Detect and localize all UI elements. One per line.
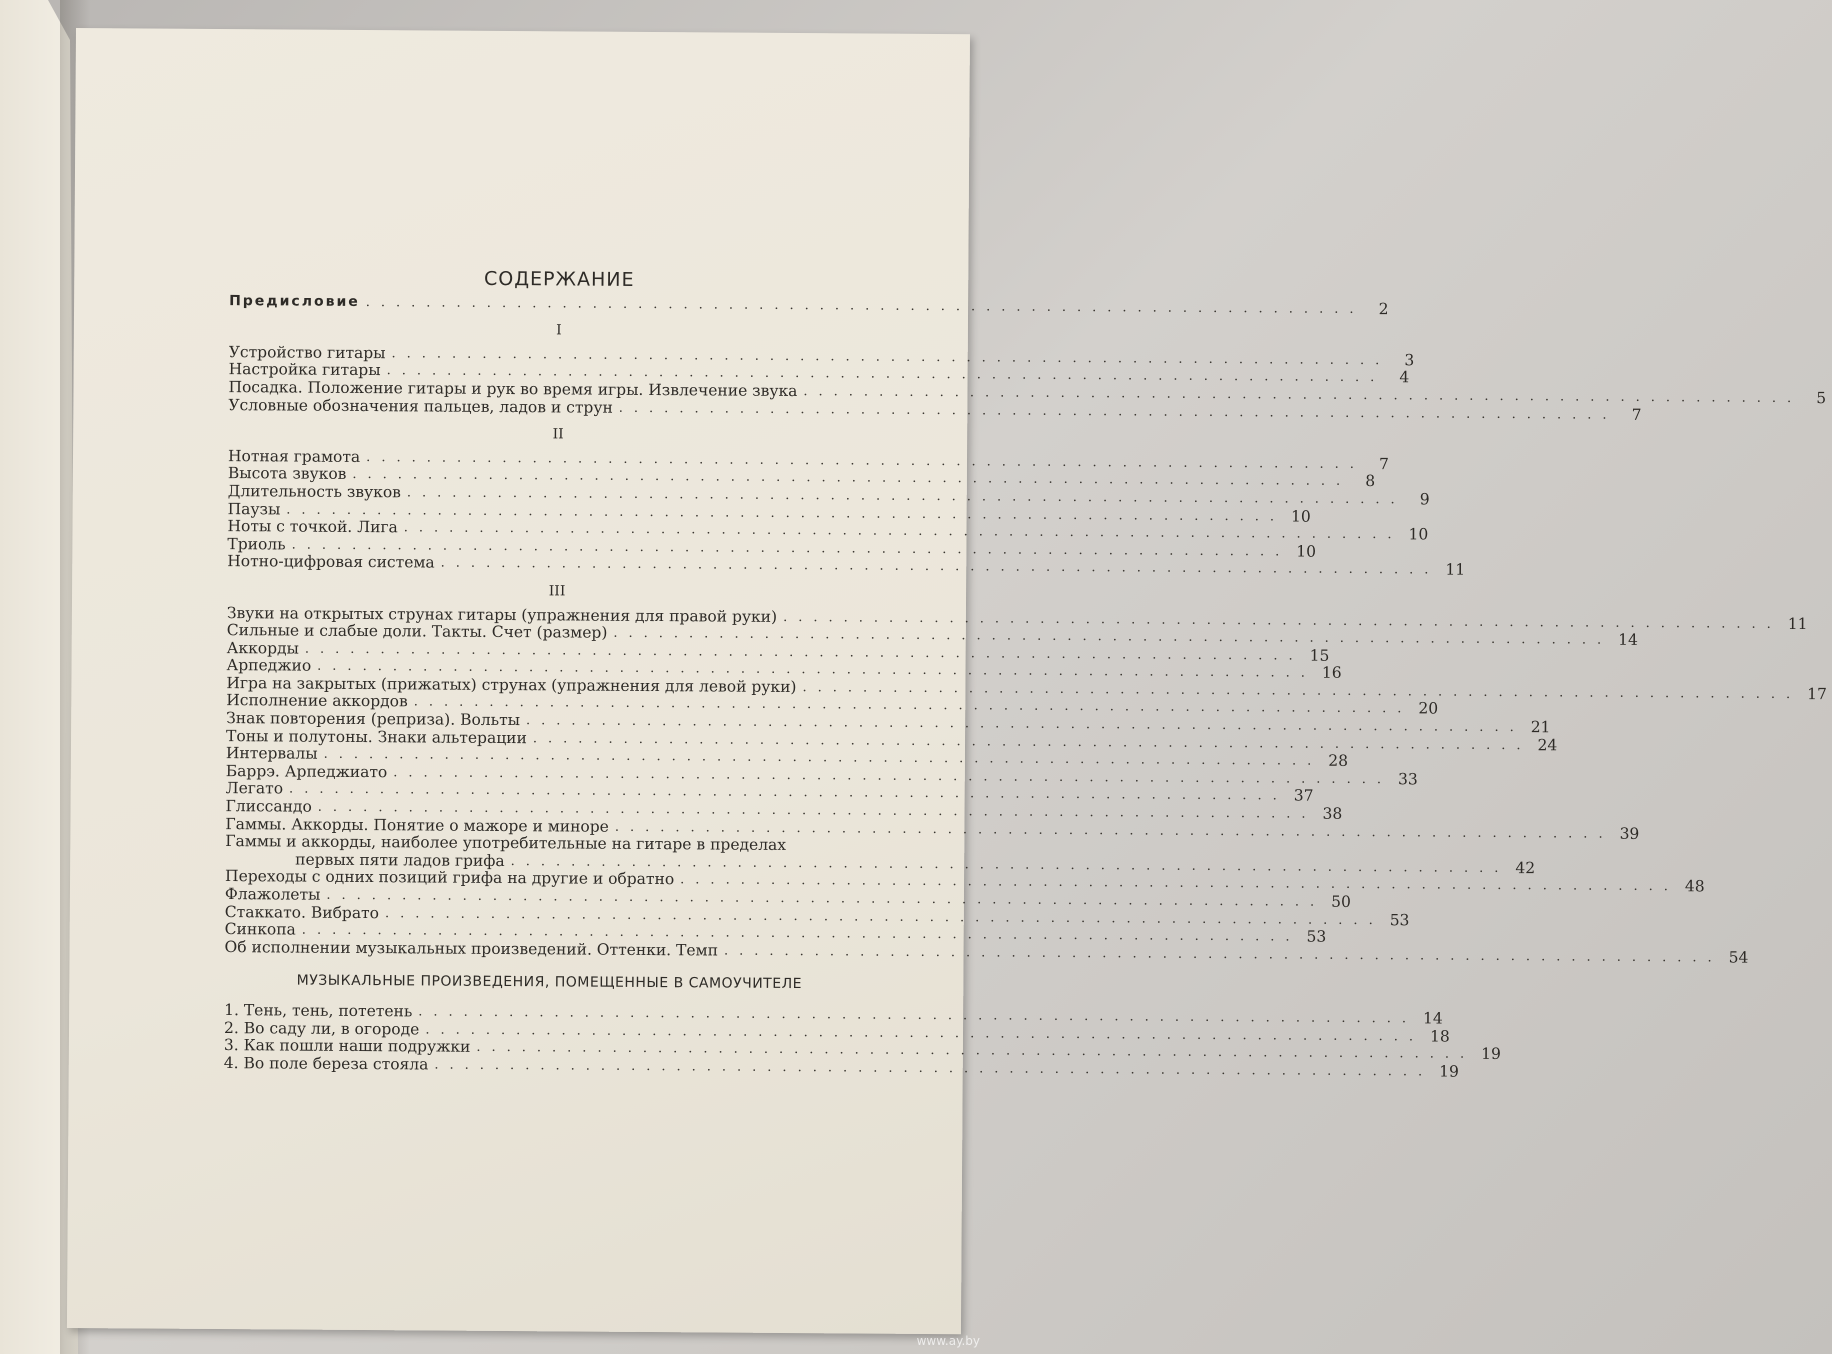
leader-dots: .................................................................. <box>413 694 1413 717</box>
works-list <box>223 1001 1501 1081</box>
toc-entry-page: 16 <box>1321 663 1342 683</box>
toc-entry-label: Стаккато. Вибрато <box>224 902 380 922</box>
leader-dots: .................................................................. <box>304 641 1304 664</box>
toc-entry-page: 10 <box>1408 525 1429 544</box>
toc-entry-page: 53 <box>1389 910 1410 929</box>
leader-dots: .................................................................. <box>440 555 1440 578</box>
toc-entry-label: Легато <box>225 779 284 798</box>
leader-dots: .................................................................. <box>317 658 1316 681</box>
leader-dots: .................................................................. <box>802 679 1802 702</box>
leader-dots: .................................................................. <box>532 730 1532 753</box>
toc-entry-label: Знак повторения (реприза). Вольты <box>226 709 521 730</box>
leader-dots: .................................................................. <box>291 537 1291 560</box>
leader-dots: .................................................................. <box>613 625 1613 648</box>
leader-dots: .................................................................. <box>510 853 1510 876</box>
leader-dots: .................................................................. <box>680 872 1679 895</box>
toc-entry-page: 50 <box>1331 892 1351 911</box>
toc-entry-page: 18 <box>1429 1027 1450 1046</box>
toc-entry-page: 10 <box>1296 542 1317 561</box>
leader-dots: .................................................................. <box>618 400 1618 423</box>
section-numeral: I <box>556 322 562 339</box>
toc-entry-page: 24 <box>1537 735 1558 755</box>
leader-dots: .................................................................. <box>614 819 1614 842</box>
leader-dots: .................................................................. <box>391 345 1391 368</box>
book-page <box>67 28 1828 1334</box>
toc-entry-page: 3 <box>1404 351 1415 370</box>
leader-dots: .................................................................. <box>286 502 1286 524</box>
toc-entry-preface <box>229 292 1389 318</box>
toc-entry-page: 10 <box>1290 507 1311 526</box>
toc-entry-label: Устройство гитары <box>228 342 386 362</box>
toc-entry-label: первых пяти ладов грифа <box>295 850 505 870</box>
leader-dots: .................................................................. <box>323 746 1323 769</box>
leader-dots: .................................................................. <box>352 467 1352 490</box>
toc-entry-page: 14 <box>1618 630 1638 650</box>
toc-entry-label: Паузы <box>227 499 281 518</box>
leader-dots: .................................................................. <box>406 485 1406 508</box>
leader-dots: .................................................................. <box>723 943 1723 966</box>
toc-entry-label: Синкопа <box>224 920 296 939</box>
leader-dots: .................................................................. <box>386 363 1386 386</box>
toc-entry-label: Гаммы. Аккорды. Понятие о мажоре и миноре <box>225 814 609 836</box>
toc-entry <box>228 395 1642 424</box>
toc-entry <box>224 937 1749 967</box>
toc-entry-page: 38 <box>1322 804 1343 823</box>
leader-dots: .................................................................. <box>289 781 1288 804</box>
watermark: www.ay.by <box>916 1334 980 1348</box>
leader-dots: .................................................................. <box>393 765 1393 788</box>
toc-entry-label: Глиссандо <box>225 797 312 816</box>
toc-entry-label: Игра на закрытых (прижатых) струнах (упражнения для левой руки) <box>226 673 797 696</box>
section-numeral: II <box>552 426 564 443</box>
toc-entry-page: 2 <box>1378 299 1389 318</box>
toc-entry-label: Исполнение аккордов <box>226 691 408 711</box>
toc-entry-label: Предисловие <box>229 292 360 310</box>
toc-entry <box>227 552 1466 580</box>
toc-entry-label: Арпеджио <box>226 656 312 675</box>
toc-entry-page: 54 <box>1728 948 1749 967</box>
toc-entry-page: 21 <box>1530 718 1551 737</box>
toc-entry-label: 4. Во поле береза стояла <box>223 1053 429 1074</box>
toc-entry-page: 15 <box>1309 646 1330 665</box>
toc-sections <box>224 320 1828 967</box>
toc-entry-label: Условные обозначения пальцев, ладов и струн <box>228 395 613 417</box>
toc-title: СОДЕРЖАНИЕ <box>483 267 635 291</box>
toc-entry-label: 3. Как пошли наши подружки <box>223 1036 471 1056</box>
toc-entry-page: 48 <box>1684 877 1705 896</box>
leader-dots: .................................................................. <box>326 887 1326 910</box>
toc-entry-label: 1. Тень, тень, потетень <box>224 1001 413 1021</box>
works-title: МУЗЫКАЛЬНЫЕ ПРОИЗВЕДЕНИЯ, ПОМЕЩЕННЫЕ В САМОУЧИТЕЛЕ <box>296 972 803 993</box>
toc-entry-label: Высота звуков <box>227 464 347 484</box>
leader-dots: .................................................................. <box>803 384 1803 407</box>
toc-entry-label: Нотно-цифровая система <box>227 552 435 572</box>
toc-entry-label: Интервалы <box>225 744 318 763</box>
toc-entry-page: 28 <box>1328 752 1349 771</box>
toc-entry-page: 5 <box>1816 389 1827 408</box>
toc-entry-label: Ноты с точкой. Лига <box>227 517 398 537</box>
toc-entry-page: 11 <box>1787 614 1808 633</box>
toc-entry-label: Баррэ. Арпеджиато <box>225 761 388 782</box>
toc-entry-label: Длительность звуков <box>227 482 401 502</box>
toc-entry-page: 17 <box>1807 684 1828 704</box>
toc-entry-page: 4 <box>1399 368 1410 387</box>
toc-entry-label: Триоль <box>227 534 286 554</box>
leader-dots: .................................................................. <box>384 905 1384 928</box>
leader-dots: .................................................................. <box>301 922 1301 945</box>
leader-dots: .................................................................. <box>476 1039 1476 1062</box>
toc-entry-page: 9 <box>1419 490 1430 509</box>
toc-entry-page: 19 <box>1481 1044 1501 1064</box>
leader-dots: .................................................................. <box>525 713 1525 736</box>
leader-dots: .................................................................. <box>403 520 1403 543</box>
toc-entry-page: 33 <box>1397 770 1418 789</box>
toc-entry-label: Тоны и полутоны. Знаки альтерации <box>226 726 527 747</box>
toc-entry-label: Аккорды <box>226 638 299 658</box>
toc-entry-label: Об исполнении музыкальных произведений. Оттенки. Темп <box>224 937 719 960</box>
toc-entry-label: Звуки на открытых струнах гитары (упражнения для правой руки) <box>226 603 778 626</box>
toc-entry-label: Посадка. Положение гитары и рук во время игры. Извлечение звука <box>228 378 798 401</box>
section-numeral: III <box>548 583 566 600</box>
toc-entry-label: Переходы с одних позиций грифа на другие и обратно <box>225 867 675 889</box>
toc-entry-label: Настройка гитары <box>228 360 381 380</box>
toc-entry-page: 7 <box>1631 405 1642 424</box>
toc-entry-label: Сильные и слабые доли. Такты. Счет (размер) <box>226 621 608 642</box>
toc-entry-page: 19 <box>1439 1062 1459 1081</box>
table-of-contents <box>223 267 1828 1081</box>
leader-dots: .................................................................. <box>317 799 1317 822</box>
toc-entry-page: 14 <box>1422 1009 1443 1028</box>
leader-dots: .................................................................. <box>366 449 1365 472</box>
toc-entry-label: Флажолеты <box>224 885 321 904</box>
toc-entry-page: 20 <box>1418 699 1439 718</box>
toc-entry-page: 37 <box>1293 786 1314 806</box>
toc-entry-page: 8 <box>1365 472 1376 491</box>
toc-entry-page: 7 <box>1378 454 1389 473</box>
toc-entry <box>223 1053 1459 1081</box>
toc-entry-page: 39 <box>1619 824 1640 843</box>
leader-dots: .................................................................. <box>365 294 1365 317</box>
toc-entry-label: Гаммы и аккорды, наиболее употребительные на гитаре в пределах <box>225 832 787 855</box>
leader-dots: .................................................................. <box>783 609 1782 632</box>
leader-dots: .................................................................. <box>418 1004 1418 1027</box>
toc-entry-label: 2. Во саду ли, в огороде <box>223 1018 420 1038</box>
toc-entry-page: 11 <box>1445 560 1466 580</box>
toc-entry-page: 42 <box>1515 858 1536 878</box>
leader-dots: .................................................................. <box>425 1022 1425 1044</box>
leader-dots: .................................................................. <box>434 1057 1434 1080</box>
toc-entry-label: Нотная грамота <box>227 446 361 466</box>
toc-entry-page: 53 <box>1306 927 1327 946</box>
